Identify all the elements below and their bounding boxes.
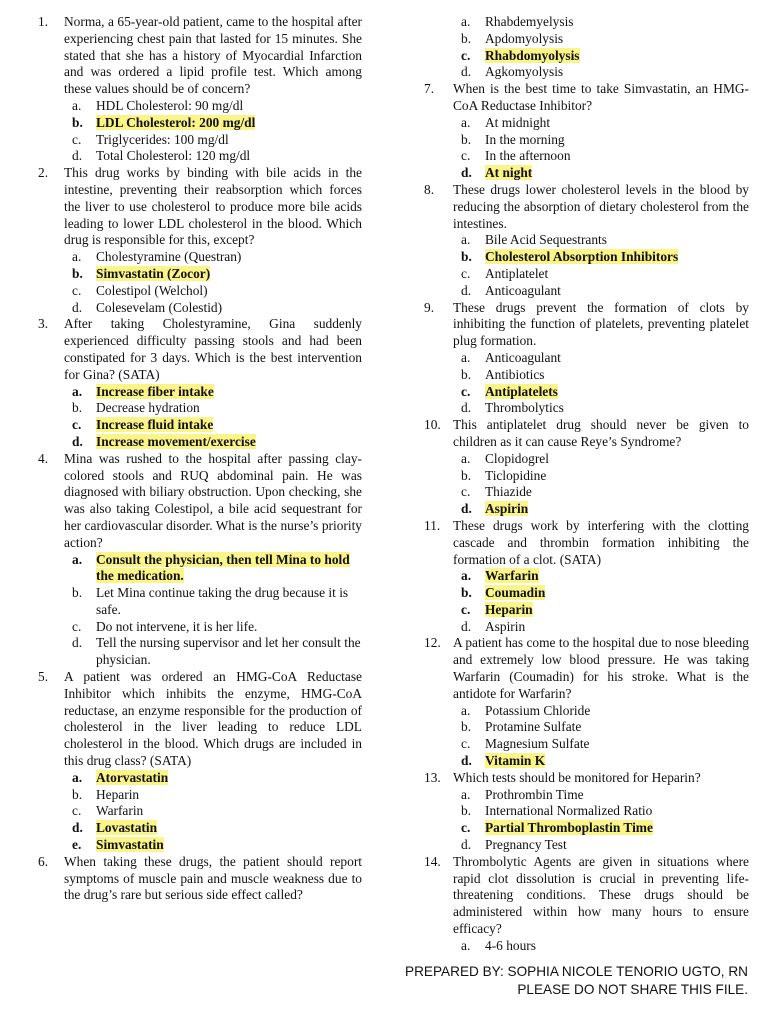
answer-option	[424, 837, 749, 854]
question-number: 4.	[38, 450, 49, 466]
option-letter: a.	[461, 450, 471, 466]
answer-option-highlighted	[38, 434, 362, 451]
option-text	[485, 64, 749, 81]
question-text: A patient was ordered an HMG-CoA Reductase Inhibitor which inhibits the enzyme, HMG-CoA reductase, an enzyme responsible for the production of cholesterol in the liver leading to reduce LDL cholesterol in the blood. Which drugs are included in this drug class? (SATA)	[64, 669, 362, 769]
answer-option	[38, 787, 362, 804]
option-letter: b.	[461, 131, 472, 147]
option-letter: d.	[461, 618, 472, 634]
option-text	[96, 787, 362, 804]
option-letter: d.	[72, 635, 83, 651]
option-text-content: Cholestyramine (Questran)	[96, 249, 242, 265]
answer-option	[38, 148, 362, 165]
option-letter: b.	[461, 30, 472, 46]
option-text-content: Thiazide	[485, 484, 532, 500]
question-number: 14.	[424, 853, 441, 869]
option-letter: d.	[72, 433, 83, 449]
answer-option	[424, 484, 749, 501]
option-text	[96, 300, 362, 317]
question-number: 1.	[38, 14, 49, 29]
option-letter: c.	[461, 265, 471, 281]
question-text: Which tests should be monitored for Heparin?	[453, 769, 701, 785]
option-text-content: 4-6 hours	[485, 937, 536, 953]
option-text	[485, 165, 749, 182]
option-text-content: Magnesium Sulfate	[485, 736, 590, 752]
option-text	[485, 568, 749, 585]
option-letter: b.	[72, 400, 83, 416]
option-text-content: Atorvastatin	[96, 769, 169, 785]
option-text	[485, 787, 749, 804]
option-text-content: In the afternoon	[485, 148, 571, 164]
option-letter: a.	[461, 14, 471, 29]
option-text-content: Colesevelam (Colestid)	[96, 299, 223, 315]
question-number: 13.	[424, 769, 441, 785]
option-text-content: Antibiotics	[485, 366, 545, 382]
answer-option	[38, 400, 362, 417]
option-letter: c.	[72, 417, 82, 433]
question-number: 11.	[424, 517, 441, 533]
question-block	[424, 182, 749, 300]
option-text	[96, 249, 362, 266]
question-number: 9.	[424, 299, 435, 315]
option-text-content: Triglycerides: 100 mg/dl	[96, 131, 229, 147]
option-text	[96, 619, 362, 636]
answer-option	[424, 64, 749, 81]
answer-option	[424, 14, 749, 31]
question-block	[38, 669, 362, 854]
option-letter: c.	[72, 803, 82, 819]
option-text-content: Anticoagulant	[485, 349, 561, 365]
question-number: 5.	[38, 669, 49, 685]
answer-option-highlighted	[424, 585, 749, 602]
question-stem	[38, 14, 362, 98]
option-text-content: Vitamin K	[485, 753, 546, 769]
question-number: 3.	[38, 316, 49, 332]
option-text	[485, 484, 749, 501]
option-text-content: Aspirin	[485, 501, 529, 517]
answer-option	[38, 249, 362, 266]
option-text-content: LDL Cholesterol: 200 mg/dl	[96, 114, 256, 130]
option-text	[96, 635, 362, 669]
option-text-content: Total Cholesterol: 120 mg/dl	[96, 148, 251, 164]
option-text-content: Ticlopidine	[485, 467, 547, 483]
answer-option	[424, 367, 749, 384]
option-letter: b.	[461, 803, 472, 819]
answer-option-highlighted	[424, 568, 749, 585]
question-text: Norma, a 65-year-old patient, came to the hospital after experiencing chest pain that lasted for 15 minutes. She stated that she has a history of Myocardial Infarction and was ordered a lipid profile test. Which among these values should be of concern?	[64, 14, 362, 97]
option-letter: e.	[72, 837, 82, 853]
option-letter: b.	[72, 114, 83, 130]
answer-option	[424, 719, 749, 736]
option-text-content: Consult the physician, then tell Mina to hold the medication.	[96, 551, 350, 584]
option-letter: a.	[72, 249, 82, 265]
option-text	[485, 400, 749, 417]
option-text-content: Heparin	[96, 786, 140, 802]
option-letter: c.	[461, 820, 471, 836]
option-text-content: HDL Cholesterol: 90 mg/dl	[96, 97, 244, 113]
option-text	[485, 367, 749, 384]
question-block	[424, 417, 749, 518]
answer-option	[424, 619, 749, 636]
option-letter: b.	[461, 249, 472, 265]
question-block	[38, 854, 362, 904]
question-stem	[424, 81, 749, 115]
option-letter: a.	[461, 937, 471, 953]
answer-option-highlighted	[38, 837, 362, 854]
answer-option	[38, 585, 362, 619]
answer-option	[424, 31, 749, 48]
answer-option-highlighted	[424, 602, 749, 619]
question-number: 8.	[424, 181, 435, 197]
option-text	[96, 400, 362, 417]
option-text	[96, 434, 362, 451]
answer-option	[424, 451, 749, 468]
option-letter: c.	[72, 282, 82, 298]
question-block	[424, 300, 749, 418]
answer-option-highlighted	[424, 820, 749, 837]
option-letter: a.	[72, 383, 83, 399]
right-column	[424, 14, 749, 955]
option-text-content: Rhabdomyolysis	[485, 47, 580, 63]
answer-option	[38, 132, 362, 149]
question-stem	[38, 316, 362, 383]
option-text	[485, 501, 749, 518]
question-text: This antiplatelet drug should never be given to children as it can cause Reye’s Syndrome?	[453, 417, 749, 449]
option-text	[485, 384, 749, 401]
option-text	[485, 14, 749, 31]
question-stem	[38, 451, 362, 552]
option-text-content: Potassium Chloride	[485, 702, 591, 718]
question-number: 7.	[424, 81, 435, 97]
option-letter: a.	[461, 232, 471, 248]
option-text	[485, 468, 749, 485]
option-text-content: Lovastatin	[96, 820, 158, 836]
option-text	[485, 938, 749, 955]
option-text	[96, 585, 362, 619]
option-text	[485, 148, 749, 165]
option-text-content: Tell the nursing supervisor and let her consult the physician.	[96, 635, 361, 668]
answer-option	[38, 98, 362, 115]
option-text-content: Bile Acid Sequestrants	[485, 232, 607, 248]
question-block	[38, 165, 362, 316]
answer-option-highlighted	[38, 552, 362, 586]
question-text: A patient has come to the hospital due to nose bleeding and extremely low blood pressure. He was taking Warfarin (Coumadin) for his stroke. What is the antidote for Warfarin?	[453, 635, 749, 701]
option-text-content: Cholesterol Absorption Inhibitors	[485, 249, 679, 265]
option-text	[96, 384, 362, 401]
option-text-content: Increase movement/exercise	[96, 433, 256, 449]
option-letter: d.	[461, 501, 472, 517]
option-letter: b.	[72, 585, 83, 601]
option-text-content: Simvastatin (Zocor)	[96, 265, 211, 281]
option-text-content: Colestipol (Welchol)	[96, 282, 208, 298]
option-letter: a.	[461, 349, 471, 365]
option-letter: c.	[461, 601, 471, 617]
option-text	[485, 803, 749, 820]
option-letter: b.	[72, 786, 83, 802]
option-text	[485, 132, 749, 149]
answer-option	[38, 300, 362, 317]
question-text: This drug works by binding with bile acids in the intestine, preventing their reabsorption which forces the liver to use cholesterol to produce more bile acids leading to lower LDL cholesterol in the blood. Which drug is responsible for this, except?	[64, 165, 362, 248]
answer-option	[424, 736, 749, 753]
question-stem	[424, 518, 749, 568]
option-letter: c.	[461, 383, 471, 399]
option-text	[96, 132, 362, 149]
question-text: After taking Cholestyramine, Gina suddenly experienced difficulty passing stools and had been constipated for 3 days. Which is the best intervention for Gina? (SATA)	[64, 316, 362, 382]
option-text-content: Warfarin	[96, 803, 144, 819]
option-text-content: Anticoagulant	[485, 282, 561, 298]
answer-option	[424, 266, 749, 283]
option-text	[96, 803, 362, 820]
option-text-content: Partial Thromboplastin Time	[485, 820, 653, 836]
question-number: 10.	[424, 417, 441, 433]
answer-option	[424, 283, 749, 300]
option-text-content: Antiplatelets	[485, 383, 558, 399]
option-text-content: Thrombolytics	[485, 400, 564, 416]
question-text: These drugs lower cholesterol levels in the blood by reducing the absorption of dietary cholesterol from the intestines.	[453, 181, 749, 231]
question-block	[424, 518, 749, 636]
option-text-content: Heparin	[485, 601, 533, 617]
option-letter: c.	[72, 618, 82, 634]
option-text-content: Prothrombin Time	[485, 786, 584, 802]
option-text-content: Coumadin	[485, 585, 546, 601]
option-letter: a.	[72, 97, 82, 113]
option-text	[485, 736, 749, 753]
option-text-content: Protamine Sulfate	[485, 719, 582, 735]
answer-option	[424, 400, 749, 417]
answer-option-highlighted	[38, 820, 362, 837]
question-block	[424, 81, 749, 182]
option-text	[96, 770, 362, 787]
option-text	[485, 249, 749, 266]
option-text	[485, 283, 749, 300]
prepared-by-text: PREPARED BY: SOPHIA NICOLE TENORIO UGTO, RN	[405, 964, 748, 979]
answer-option	[38, 635, 362, 669]
question-stem	[424, 300, 749, 350]
answer-option	[424, 703, 749, 720]
option-letter: b.	[461, 585, 472, 601]
option-text-content: Agkomyolysis	[485, 64, 564, 80]
option-text	[485, 31, 749, 48]
option-letter: a.	[461, 702, 471, 718]
answer-option	[424, 115, 749, 132]
option-text	[96, 98, 362, 115]
option-letter: c.	[461, 736, 471, 752]
option-text-content: Antiplatelet	[485, 265, 549, 281]
option-text	[96, 283, 362, 300]
option-text-content: Aspirin	[485, 618, 526, 634]
option-letter: b.	[461, 719, 472, 735]
question-stem	[424, 417, 749, 451]
option-text-content: Clopidogrel	[485, 450, 549, 466]
question-block	[424, 854, 749, 955]
option-letter: b.	[72, 265, 83, 281]
option-letter: a.	[72, 769, 83, 785]
question-text: These drugs prevent the formation of clots by inhibiting the function of platelets, preventing platelet plug formation.	[453, 299, 749, 349]
question-text: When is the best time to take Simvastatin, an HMG-CoA Reductase Inhibitor?	[453, 81, 749, 113]
option-text-content: At night	[485, 165, 533, 181]
answer-option	[424, 468, 749, 485]
question-block	[424, 635, 749, 769]
question-stem	[38, 165, 362, 249]
option-text-content: Increase fiber intake	[96, 383, 214, 399]
answer-option-highlighted	[424, 384, 749, 401]
option-text	[96, 417, 362, 434]
option-letter: d.	[461, 837, 472, 853]
option-letter: b.	[461, 467, 472, 483]
option-letter: c.	[461, 484, 471, 500]
option-text	[485, 451, 749, 468]
left-column	[38, 14, 362, 904]
question-text: These drugs work by interfering with the clotting cascade and thrombin formation inhibiting the formation of a clot. (SATA)	[453, 517, 749, 567]
option-letter: a.	[461, 114, 471, 130]
option-text	[485, 232, 749, 249]
option-text	[485, 585, 749, 602]
question-block	[424, 14, 749, 81]
option-text	[96, 148, 362, 165]
question-block	[424, 770, 749, 854]
option-text	[485, 115, 749, 132]
answer-option-highlighted	[38, 384, 362, 401]
option-text	[485, 619, 749, 636]
do-not-share-notice: PLEASE DO NOT SHARE THIS FILE.	[517, 982, 748, 997]
option-letter: b.	[461, 366, 472, 382]
question-text: Thrombolytic Agents are given in situations where rapid clot dissolution is crucial in preventing life-threatening conditions. These drugs should be administered within how many hours to ensure efficacy?	[453, 853, 749, 937]
footer	[405, 963, 748, 999]
option-text	[485, 753, 749, 770]
answer-option	[38, 619, 362, 636]
answer-option-highlighted	[424, 165, 749, 182]
question-number: 12.	[424, 635, 441, 651]
option-letter: d.	[72, 820, 83, 836]
option-text-content: At midnight	[485, 114, 551, 130]
option-letter: d.	[461, 165, 472, 181]
answer-option	[38, 803, 362, 820]
answer-option-highlighted	[38, 770, 362, 787]
option-text	[96, 266, 362, 283]
question-number: 6.	[38, 853, 49, 869]
option-text	[485, 703, 749, 720]
option-text-content: Rhabdemyelysis	[485, 14, 574, 29]
answer-option	[424, 232, 749, 249]
option-letter: c.	[461, 148, 471, 164]
question-block	[38, 451, 362, 669]
question-stem	[424, 854, 749, 938]
question-stem	[424, 635, 749, 702]
option-letter: d.	[461, 400, 472, 416]
answer-option	[424, 148, 749, 165]
option-letter: d.	[461, 282, 472, 298]
question-stem	[424, 182, 749, 232]
question-block	[38, 14, 362, 165]
option-text	[485, 48, 749, 65]
option-text-content: Let Mina continue taking the drug because it is safe.	[96, 585, 349, 617]
option-text-content: Pregnancy Test	[485, 837, 567, 853]
option-text	[96, 552, 362, 586]
option-text	[96, 115, 362, 132]
option-letter: a.	[72, 551, 83, 567]
option-text-content: Increase fluid intake	[96, 417, 214, 433]
option-text-content: Decrease hydration	[96, 400, 200, 416]
option-letter: a.	[461, 786, 471, 802]
option-text	[485, 350, 749, 367]
answer-option	[38, 283, 362, 300]
option-letter: d.	[72, 148, 83, 164]
question-stem	[38, 669, 362, 770]
answer-option-highlighted	[38, 266, 362, 283]
option-letter: d.	[72, 299, 83, 315]
answer-option	[424, 787, 749, 804]
answer-option-highlighted	[424, 753, 749, 770]
option-letter: d.	[461, 753, 472, 769]
question-number: 2.	[38, 165, 49, 181]
answer-option-highlighted	[424, 501, 749, 518]
option-letter: d.	[461, 64, 472, 80]
answer-option-highlighted	[424, 249, 749, 266]
option-text	[485, 719, 749, 736]
answer-option-highlighted	[424, 48, 749, 65]
option-letter: a.	[461, 568, 472, 584]
answer-option	[424, 132, 749, 149]
answer-option	[424, 938, 749, 955]
option-text	[485, 820, 749, 837]
question-stem	[424, 770, 749, 787]
option-text-content: International Normalized Ratio	[485, 803, 653, 819]
question-block	[38, 316, 362, 450]
option-text	[485, 837, 749, 854]
option-text-content: In the morning	[485, 131, 565, 147]
option-text	[485, 266, 749, 283]
option-letter: c.	[72, 131, 82, 147]
question-text: When taking these drugs, the patient should report symptoms of muscle pain and muscle weakness due to the drug’s rare but serious side effect called?	[64, 853, 362, 903]
option-text-content: Do not intervene, it is her life.	[96, 618, 258, 634]
option-text-content: Warfarin	[485, 568, 539, 584]
option-text	[96, 820, 362, 837]
option-text-content: Simvastatin	[96, 837, 164, 853]
option-text-content: Apdomyolysis	[485, 30, 564, 46]
option-letter: c.	[461, 47, 471, 63]
question-stem	[38, 854, 362, 904]
answer-option	[424, 350, 749, 367]
question-text: Mina was rushed to the hospital after passing clay-colored stools and RUQ abdominal pain. He was diagnosed with biliary obstruction. Upon checking, she was also taking Colestipol, a bile acid sequestrant for her cardiovascular disorder. What is the nurse’s priority action?	[64, 450, 362, 550]
option-text	[96, 837, 362, 854]
option-text	[485, 602, 749, 619]
answer-option-highlighted	[38, 115, 362, 132]
answer-option	[424, 803, 749, 820]
answer-option-highlighted	[38, 417, 362, 434]
